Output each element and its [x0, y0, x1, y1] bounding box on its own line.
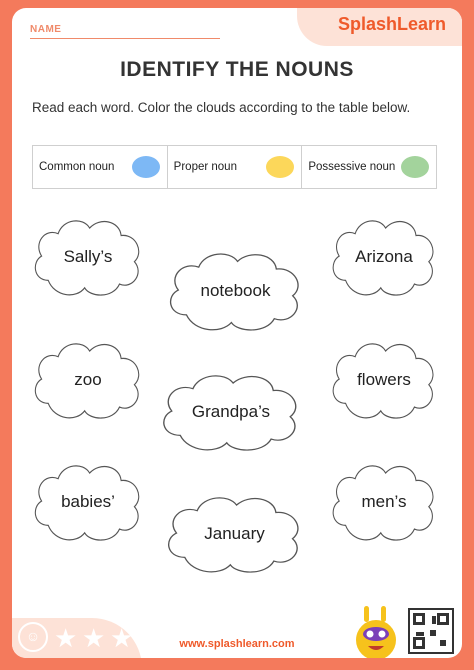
blue-dot-icon [132, 156, 160, 178]
cloud-flowers[interactable] [328, 338, 440, 422]
cloud-babies[interactable] [30, 460, 146, 544]
cloud-word: babies’ [61, 492, 115, 511]
smiley-icon: ☺ [18, 622, 48, 652]
cloud-word: Sally’s [63, 247, 113, 266]
brand-logo: SplashLearn [337, 14, 446, 34]
cloud-word: January [204, 524, 265, 543]
key-label: Proper noun [173, 161, 237, 173]
green-dot-icon [401, 156, 429, 178]
key-cell-proper [168, 146, 303, 188]
cloud-word: flowers [357, 370, 411, 389]
yellow-dot-icon [266, 156, 294, 178]
star-icon: ★ [54, 623, 78, 653]
cloud-word: zoo [74, 370, 102, 389]
cloud-word: Grandpa’s [191, 402, 271, 421]
color-key-table [32, 145, 437, 189]
cloud-notebook[interactable] [164, 248, 307, 334]
key-cell-common [33, 146, 168, 188]
cloud-grandpas[interactable] [157, 370, 305, 454]
key-label: Possessive noun [308, 161, 396, 173]
qr-code-icon [408, 608, 454, 654]
page-title: IDENTIFY THE NOUNS [120, 58, 354, 81]
cloud-january[interactable] [162, 492, 307, 576]
cloud-mens[interactable] [328, 460, 440, 544]
key-label: Common noun [39, 161, 115, 173]
mascot-icon [354, 604, 400, 658]
cloud-zoo[interactable] [30, 338, 146, 422]
cloud-word: notebook [200, 281, 271, 300]
star-icon: ★ [82, 623, 106, 653]
instructions: Read each word. Color the clouds according to the table below. [32, 100, 411, 115]
worksheet-page [12, 8, 462, 658]
star-icon: ★ [110, 623, 134, 653]
cloud-arizona[interactable] [328, 215, 440, 299]
cloud-sallys[interactable] [30, 215, 146, 299]
footer-url[interactable]: www.splashlearn.com [179, 638, 295, 650]
name-label: NAME [30, 24, 62, 35]
cloud-word: Arizona [355, 247, 413, 266]
key-cell-possessive [302, 146, 436, 188]
cloud-word: men’s [361, 492, 407, 511]
name-field-line[interactable] [30, 38, 220, 39]
